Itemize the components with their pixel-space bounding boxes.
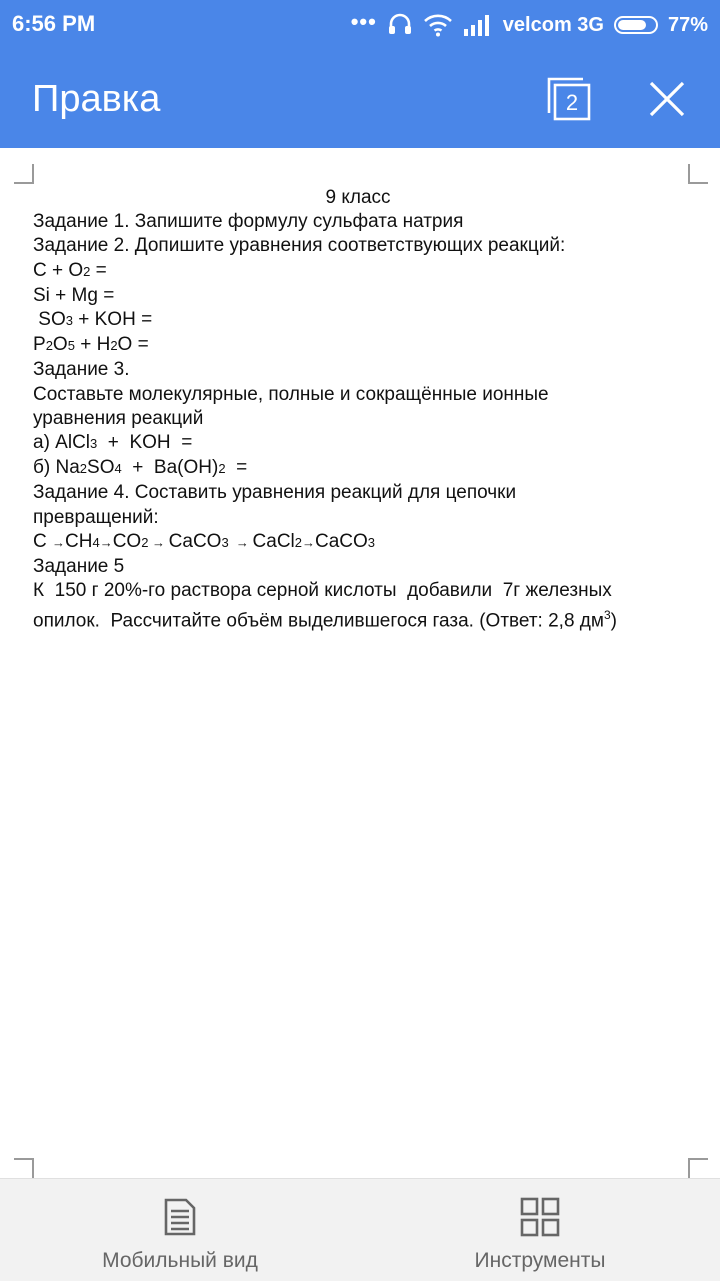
task-1: Задание 1. Запишите формулу сульфата натрия bbox=[33, 211, 464, 233]
tabs-count: 2 bbox=[565, 90, 579, 115]
mobile-view-button[interactable] bbox=[0, 1179, 360, 1281]
equation-4: P2O5 + H2O = bbox=[33, 334, 149, 356]
notification-dots-icon: ••• bbox=[350, 9, 377, 34]
page-corner-mark bbox=[688, 1158, 708, 1178]
battery-icon bbox=[614, 16, 658, 34]
reaction-a: а) AlCl3 + KOH = bbox=[33, 432, 193, 454]
status-icons bbox=[351, 10, 708, 40]
task-4: Задание 4. Составить уравнения реакций для цепочки bbox=[33, 482, 517, 504]
status-bar bbox=[0, 0, 720, 50]
task-3-text: Составьте молекулярные, полные и сокращённые ионные bbox=[33, 383, 549, 405]
app-bar bbox=[0, 0, 720, 148]
tabs-button[interactable] bbox=[546, 76, 592, 122]
task-3-text: уравнения реакций bbox=[33, 407, 204, 429]
reaction-b: б) Na2SO4 + Ba(OH)2 = bbox=[33, 457, 248, 479]
status-time: 6:56 PM bbox=[12, 11, 96, 36]
task-3: Задание 3. bbox=[33, 359, 130, 381]
equation-2: Si + Mg = bbox=[33, 284, 115, 306]
page-corner-mark bbox=[14, 164, 34, 184]
grade-heading: 9 класс bbox=[325, 187, 391, 208]
tools-button[interactable] bbox=[360, 1179, 720, 1281]
signal-icon bbox=[463, 14, 493, 36]
headset-icon bbox=[387, 12, 413, 38]
task-5-text: опилок. Рассчитайте объём выделившегося газа. (Ответ: 2,8 $дм^3$) bbox=[33, 608, 617, 632]
tools-label: Инструменты bbox=[474, 1249, 606, 1272]
bottom-toolbar bbox=[0, 1178, 720, 1281]
battery-percent: 77% bbox=[667, 13, 708, 36]
carrier-label: velcom 3G bbox=[502, 13, 604, 36]
tabs-icon bbox=[546, 76, 592, 122]
task-5-text: К 150 г 20%-го раствора серной кислоты добавили 7г железных bbox=[33, 580, 612, 602]
grid-icon bbox=[520, 1197, 560, 1237]
page-corner-mark bbox=[688, 164, 708, 184]
task-2: Задание 2. Допишите уравнения соответствующих реакций: bbox=[33, 235, 566, 257]
close-icon bbox=[648, 80, 686, 118]
mobile-view-label: Мобильный вид bbox=[102, 1249, 258, 1272]
wifi-icon bbox=[423, 13, 453, 37]
document-text bbox=[33, 186, 683, 634]
task-5: Задание 5 bbox=[33, 556, 125, 578]
document-icon bbox=[160, 1197, 200, 1237]
page-corner-mark bbox=[14, 1158, 34, 1178]
task-4-text: превращений: bbox=[33, 506, 159, 528]
page-title: Правка bbox=[32, 78, 161, 120]
equation-3: SO3 + KOH = bbox=[33, 309, 153, 331]
battery-fill bbox=[618, 20, 646, 30]
document-page[interactable] bbox=[0, 148, 720, 1178]
equation-1: С + О2 = bbox=[33, 259, 107, 281]
conversion-chain: C →CH4→CO2 → CaCO3 → CaCl2→CaCO3 bbox=[33, 530, 376, 552]
close-button[interactable] bbox=[648, 80, 686, 118]
